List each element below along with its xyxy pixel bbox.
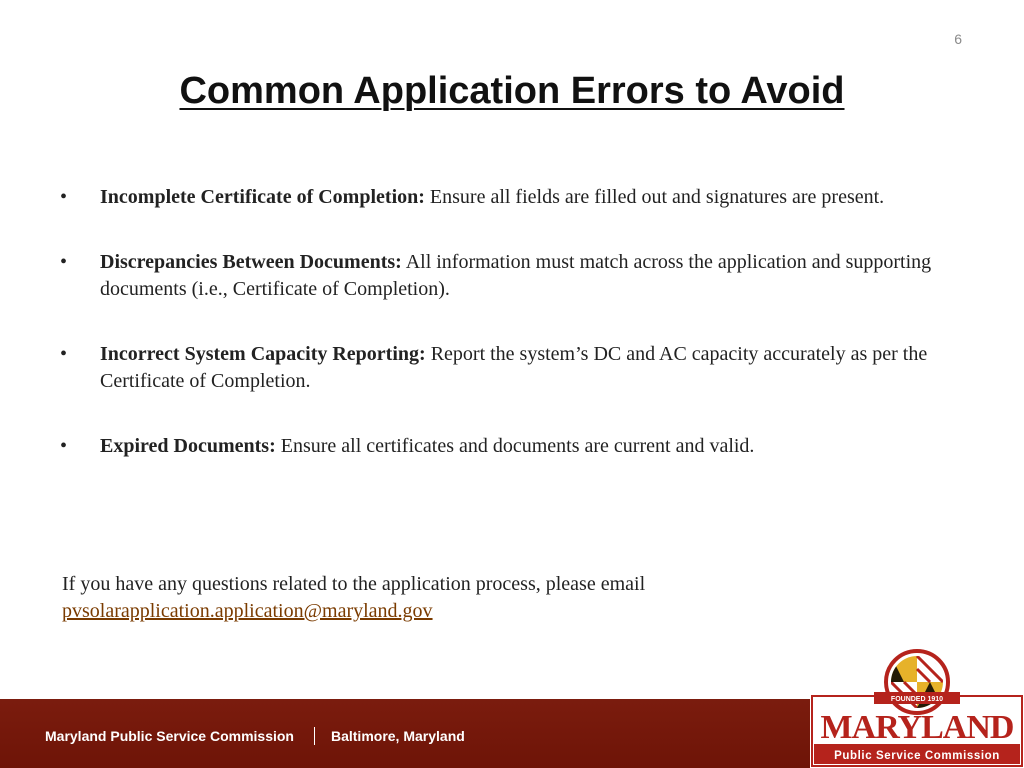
bullet-heading: Discrepancies Between Documents:: [100, 251, 402, 273]
maryland-psc-logo: [810, 648, 1024, 768]
list-item: [60, 433, 960, 460]
list-item: [60, 249, 960, 303]
slide-number: 6: [954, 31, 962, 47]
footer-text: [45, 727, 465, 745]
logo-wordmark: MARYLAND: [820, 709, 1014, 746]
bullet-text: Ensure all fields are filled out and signatures are present.: [424, 186, 885, 208]
contact-text: If you have any questions related to the application process, please email: [62, 573, 646, 595]
bullet-icon: •: [60, 435, 68, 457]
bullet-heading: Expired Documents:: [100, 435, 276, 457]
bullet-text: All information must match across the application and supporting documents (i.e., Certificate of Completion).: [100, 251, 932, 300]
bullet-text: Report the system’s DC and AC capacity accurately as per the Certificate of Completion.: [100, 343, 928, 392]
bullet-icon: •: [60, 343, 68, 365]
logo-founded-text: FOUNDED 1910: [890, 696, 944, 703]
bullet-heading: Incomplete Certificate of Completion:: [100, 186, 425, 208]
bullet-text: Ensure all certificates and documents are current and valid.: [275, 435, 755, 457]
footer-location: Baltimore, Maryland: [330, 728, 465, 744]
logo-subtitle: Public Service Commission: [834, 750, 1000, 762]
bullet-icon: •: [60, 186, 68, 208]
footer-org: Maryland Public Service Commission: [45, 728, 294, 744]
slide-title-text: Common Application Errors to Avoid: [179, 70, 845, 112]
email-link[interactable]: pvsolarapplication.application@maryland.gov: [62, 600, 433, 622]
footer-divider: [314, 727, 315, 745]
slide-title: [0, 70, 1024, 113]
contact-paragraph: [62, 571, 962, 625]
error-list: [60, 184, 960, 498]
list-item: [60, 341, 960, 395]
bullet-heading: Incorrect System Capacity Reporting:: [100, 343, 426, 365]
bullet-icon: •: [60, 251, 68, 273]
list-item: [60, 184, 960, 211]
